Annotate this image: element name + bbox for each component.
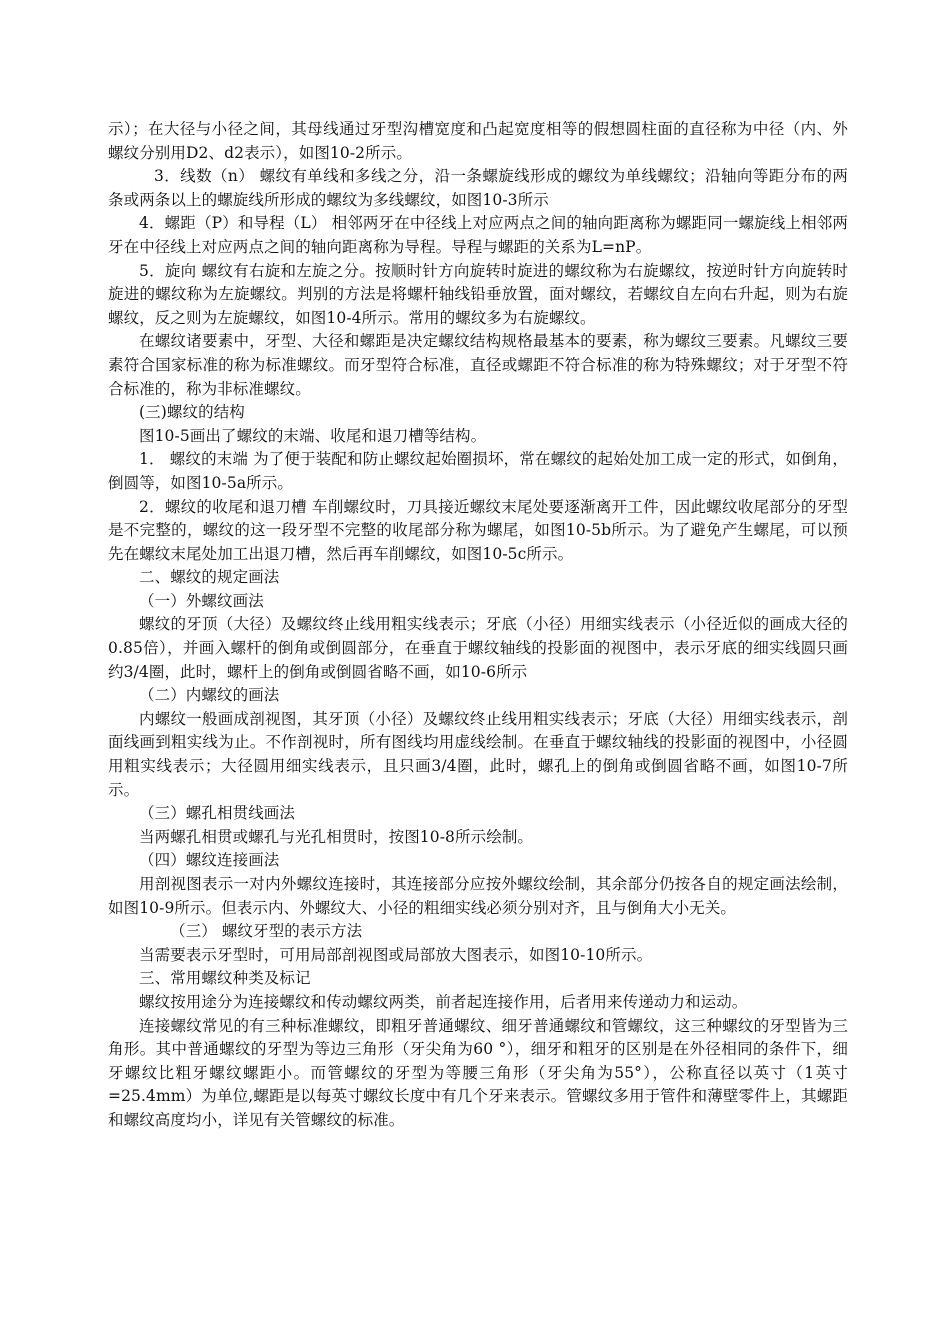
paragraph-8: 1． 螺纹的末端 为了便于装配和防止螺纹起始圈损坏，常在螺纹的起始处加工成一定的形式，如倒角，倒圆等，如图10-5a所示。 [108, 450, 848, 492]
paragraph-23: 连接螺纹常见的有三种标准螺纹，即粗牙普通螺纹、细牙普通螺纹和管螺纹，这三种螺纹的牙型皆为三角形。其中普通螺纹的牙型为等边三角形（牙尖角为60 °），细牙和粗牙的区别是在外径相同的条件下，细牙螺纹比粗牙螺纹螺距小。而管螺纹的牙型为等腰三角形（牙尖角为55°），公称直径以英寸（1英寸=25.4mm）为单位,螺距是以每英寸螺纹长度中有几个牙来表示。管螺纹多用于管件和薄壁零件上，其螺距和螺纹高度均小，详见有关管螺纹的标准。 [108, 1016, 848, 1129]
paragraph-3: 4．螺距（P）和导程（L） 相邻两牙在中径线上对应两点之间的轴向距离称为螺距同一螺旋线上相邻两牙在中径线上对应两点之间的轴向距离称为导程。导程与螺距的关系为L=nP。 [108, 214, 848, 256]
paragraph-4: 5．旋向 螺纹有右旋和左旋之分。按顺时针方向旋转时旋进的螺纹称为右旋螺纹，按逆时针方向旋转时旋进的螺纹称为左旋螺纹。判别的方法是将螺杆轴线铅垂放置，面对螺纹，若螺纹自左向右升起，则为右旋螺纹，反之则为左旋螺纹，如图10-4所示。常用的螺纹多为右旋螺纹。 [108, 261, 848, 327]
paragraph-2: 3．线数（n） 螺纹有单线和多线之分，沿一条螺旋线形成的螺纹为单线螺纹；沿轴向等距分布的两条或两条以上的螺旋线所形成的螺纹为多线螺纹，如图10-3所示 [108, 167, 848, 209]
paragraph-7: 图10-5画出了螺纹的末端、收尾和退刀槽等结构。 [139, 426, 487, 445]
subsection-heading-2: （二）内螺纹的画法 [139, 686, 280, 705]
paragraph-20: 当需要表示牙型时，可用局部剖视图或局部放大图表示，如图10-10所示。 [139, 945, 653, 964]
section-heading-3-types: 三、常用螺纹种类及标记 [139, 969, 311, 988]
paragraph-1: 示）；在大径与小径之间，其母线通过牙型沟槽宽度和凸起宽度相等的假想圆柱面的直径称为中径（内、外螺纹分别用D2、d2表示），如图10-2所示。 [108, 120, 848, 162]
subsection-heading-3: （三）螺孔相贯线画法 [139, 804, 296, 823]
section-heading-2: 二、螺纹的规定画法 [139, 568, 280, 587]
paragraph-22: 螺纹按用途分为连接螺纹和传动螺纹两类，前者起连接作用，后者用来传递动力和运动。 [139, 992, 748, 1011]
paragraph-16: 当两螺孔相贯或螺孔与光孔相贯时，按图10-8所示绘制。 [139, 827, 534, 846]
paragraph-12: 螺纹的牙顶（大径）及螺纹终止线用粗实线表示；牙底（小径）用细实线表示（小径近似的画成大径的0.85倍），并画入螺杆的倒角或倒圆部分，在垂直于螺纹轴线的投影面的视图中，表示牙底的细实线圆只画约3/4圈，此时，螺杆上的倒角或倒圆省略不画，如10-6所示 [108, 615, 848, 681]
paragraph-5: 在螺纹诸要素中，牙型、大径和螺距是决定螺纹结构规格最基本的要素，称为螺纹三要素。凡螺纹三要素符合国家标准的称为标准螺纹。而牙型符合标准，直径或螺距不符合标准的称为特殊螺纹；对于牙型不符合标准的，称为非标准螺纹。 [108, 332, 848, 398]
subsection-heading-1: （一）外螺纹画法 [139, 591, 264, 610]
subsection-heading-4: （四）螺纹连接画法 [139, 851, 280, 870]
paragraph-14: 内螺纹一般画成剖视图，其牙顶（小径）及螺纹终止线用粗实线表示；牙底（大径）用细实线表示，剖面线画到粗实线为止。不作剖视时，所有图线均用虚线绘制。在垂直于螺纹轴线的投影面的视图中，小径圆用粗实线表示；大径圆用细实线表示，且只画3/4圈，此时，螺孔上的倒角或倒圆省略不画，如图10-7所示。 [108, 709, 848, 799]
paragraph-9: 2．螺纹的收尾和退刀槽 车削螺纹时，刀具接近螺纹末尾处要逐渐离开工件，因此螺纹收尾部分的牙型是不完整的，螺纹的这一段牙型不完整的收尾部分称为螺尾，如图10-5b所示。为了避免产生螺尾，可以预先在螺纹末尾处加工出退刀槽，然后再车削螺纹，如图10-5c所示。 [108, 497, 848, 563]
section-heading-3: (三)螺纹的结构 [139, 403, 245, 422]
paragraph-18: 用剖视图表示一对内外螺纹连接时，其连接部分应按外螺纹绘制，其余部分仍按各自的规定画法绘制，如图10-9所示。但表示内、外螺纹大、小径的粗细实线必须分别对齐，且与倒角大小无关。 [108, 875, 848, 917]
document-page [108, 118, 848, 1133]
subsection-heading-thread-profile: （三） 螺纹牙型的表示方法 [170, 922, 363, 941]
